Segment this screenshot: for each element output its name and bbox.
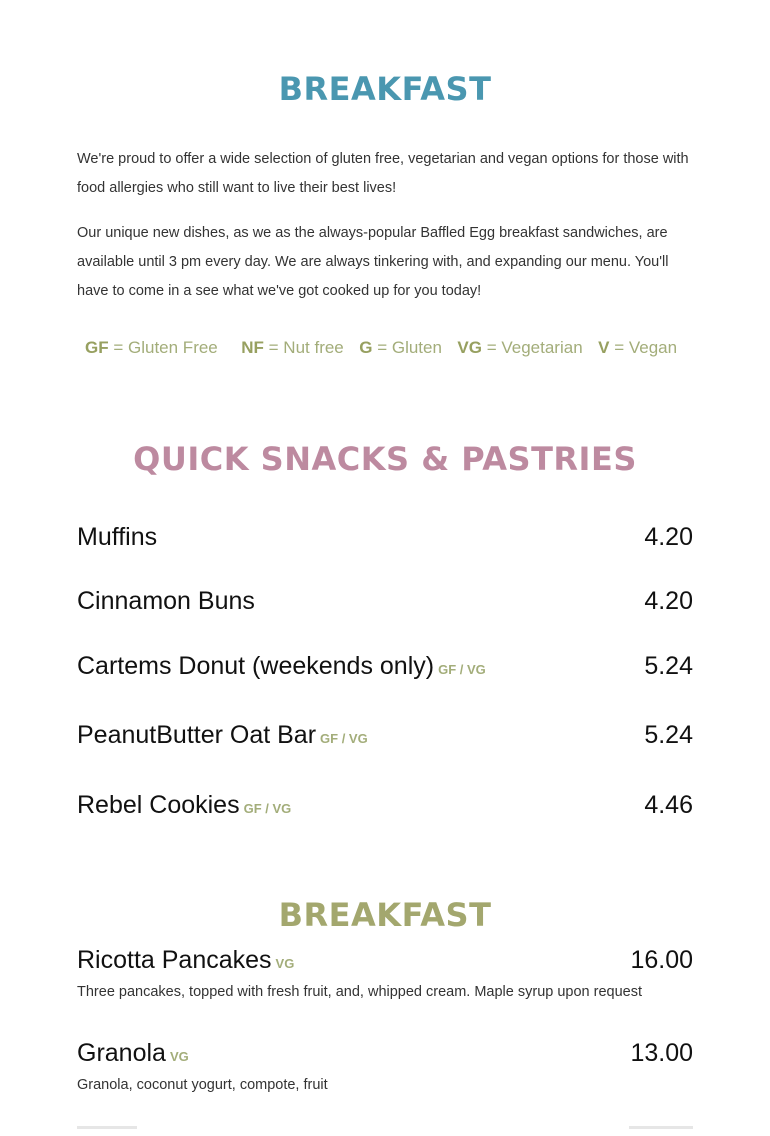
menu-item-name: Rebel Cookies [77, 791, 240, 819]
cut-off-price-fragment [629, 1126, 693, 1129]
menu-item-price: 16.00 [630, 946, 693, 974]
menu-item-description: Granola, coconut yogurt, compote, fruit [77, 1077, 328, 1093]
legend-meaning: = Gluten [377, 338, 442, 357]
menu-item [77, 710, 693, 750]
legend-code: NF [241, 338, 264, 357]
legend-code: G [359, 338, 373, 357]
menu-item-name-wrap [77, 523, 157, 552]
menu-item-name-wrap [77, 587, 255, 616]
legend-code: V [598, 338, 610, 357]
diet-tag: VG [275, 956, 295, 971]
menu-item [77, 1028, 693, 1068]
menu-item-name-wrap [77, 946, 294, 975]
menu-item-name: PeanutButter Oat Bar [77, 721, 317, 749]
legend-code: VG [457, 338, 482, 357]
menu-item-name: Ricotta Pancakes [77, 946, 272, 974]
menu-item [77, 576, 693, 616]
diet-tag: GF / VG [243, 801, 292, 816]
menu-item-name: Cartems Donut (weekends only) [77, 652, 435, 680]
breakfast-heading: BREAKFAST [278, 896, 492, 934]
legend-item-v [598, 338, 677, 357]
legend-meaning: = Nut free [268, 338, 344, 357]
breakfast-intro-heading: BREAKFAST [278, 70, 492, 108]
legend-item-vg [457, 338, 587, 357]
menu-item-name: Muffins [77, 523, 158, 551]
intro-paragraph-1: We're proud to offer a wide selection of gluten free, vegetarian and vegan options for those with food allergies who still want to live their best lives! [77, 151, 689, 196]
menu-item-name-wrap [77, 1039, 189, 1068]
menu-item-price: 5.24 [644, 652, 693, 680]
menu-item [77, 512, 693, 552]
menu-item-price: 5.24 [644, 721, 693, 749]
menu-item-name-wrap [77, 721, 368, 750]
snacks-heading: QUICK SNACKS & PASTRIES [133, 440, 637, 478]
legend-meaning: = Vegan [614, 338, 678, 357]
legend-item-nf [241, 338, 348, 357]
legend-item-gf [85, 338, 223, 357]
cut-off-item [77, 1124, 693, 1136]
menu-item-price: 4.20 [644, 523, 693, 551]
legend-meaning: = Gluten Free [113, 338, 218, 357]
cut-off-name-fragment [77, 1126, 137, 1129]
menu-item-name-wrap [77, 791, 291, 820]
menu-item-name: Cinnamon Buns [77, 587, 255, 615]
menu-item-price: 4.46 [644, 791, 693, 819]
legend-meaning: = Vegetarian [486, 338, 583, 357]
diet-tag: GF / VG [438, 662, 486, 677]
menu-item-price: 13.00 [630, 1039, 693, 1067]
legend-code: GF [85, 338, 109, 357]
legend-item-g [359, 338, 446, 357]
menu-item [77, 935, 693, 975]
diet-tag: VG [169, 1049, 189, 1064]
menu-item-name: Granola [77, 1039, 166, 1067]
menu-item-price: 4.20 [644, 587, 693, 615]
menu-item [77, 780, 693, 820]
intro-paragraph-2: Our unique new dishes, as we as the always-popular Baffled Egg breakfast sandwiches, are available until 3 pm every day. We are always tinkering with, and expanding our menu. You'll have to come in a see what we've got cooked up for you today! [77, 225, 669, 299]
menu-item-name-wrap [77, 652, 486, 681]
menu-item [77, 641, 693, 681]
dietary-legend [85, 338, 725, 358]
menu-item-description: Three pancakes, topped with fresh fruit, and, whipped cream. Maple syrup upon request [77, 984, 643, 1000]
diet-tag: GF / VG [320, 731, 368, 746]
